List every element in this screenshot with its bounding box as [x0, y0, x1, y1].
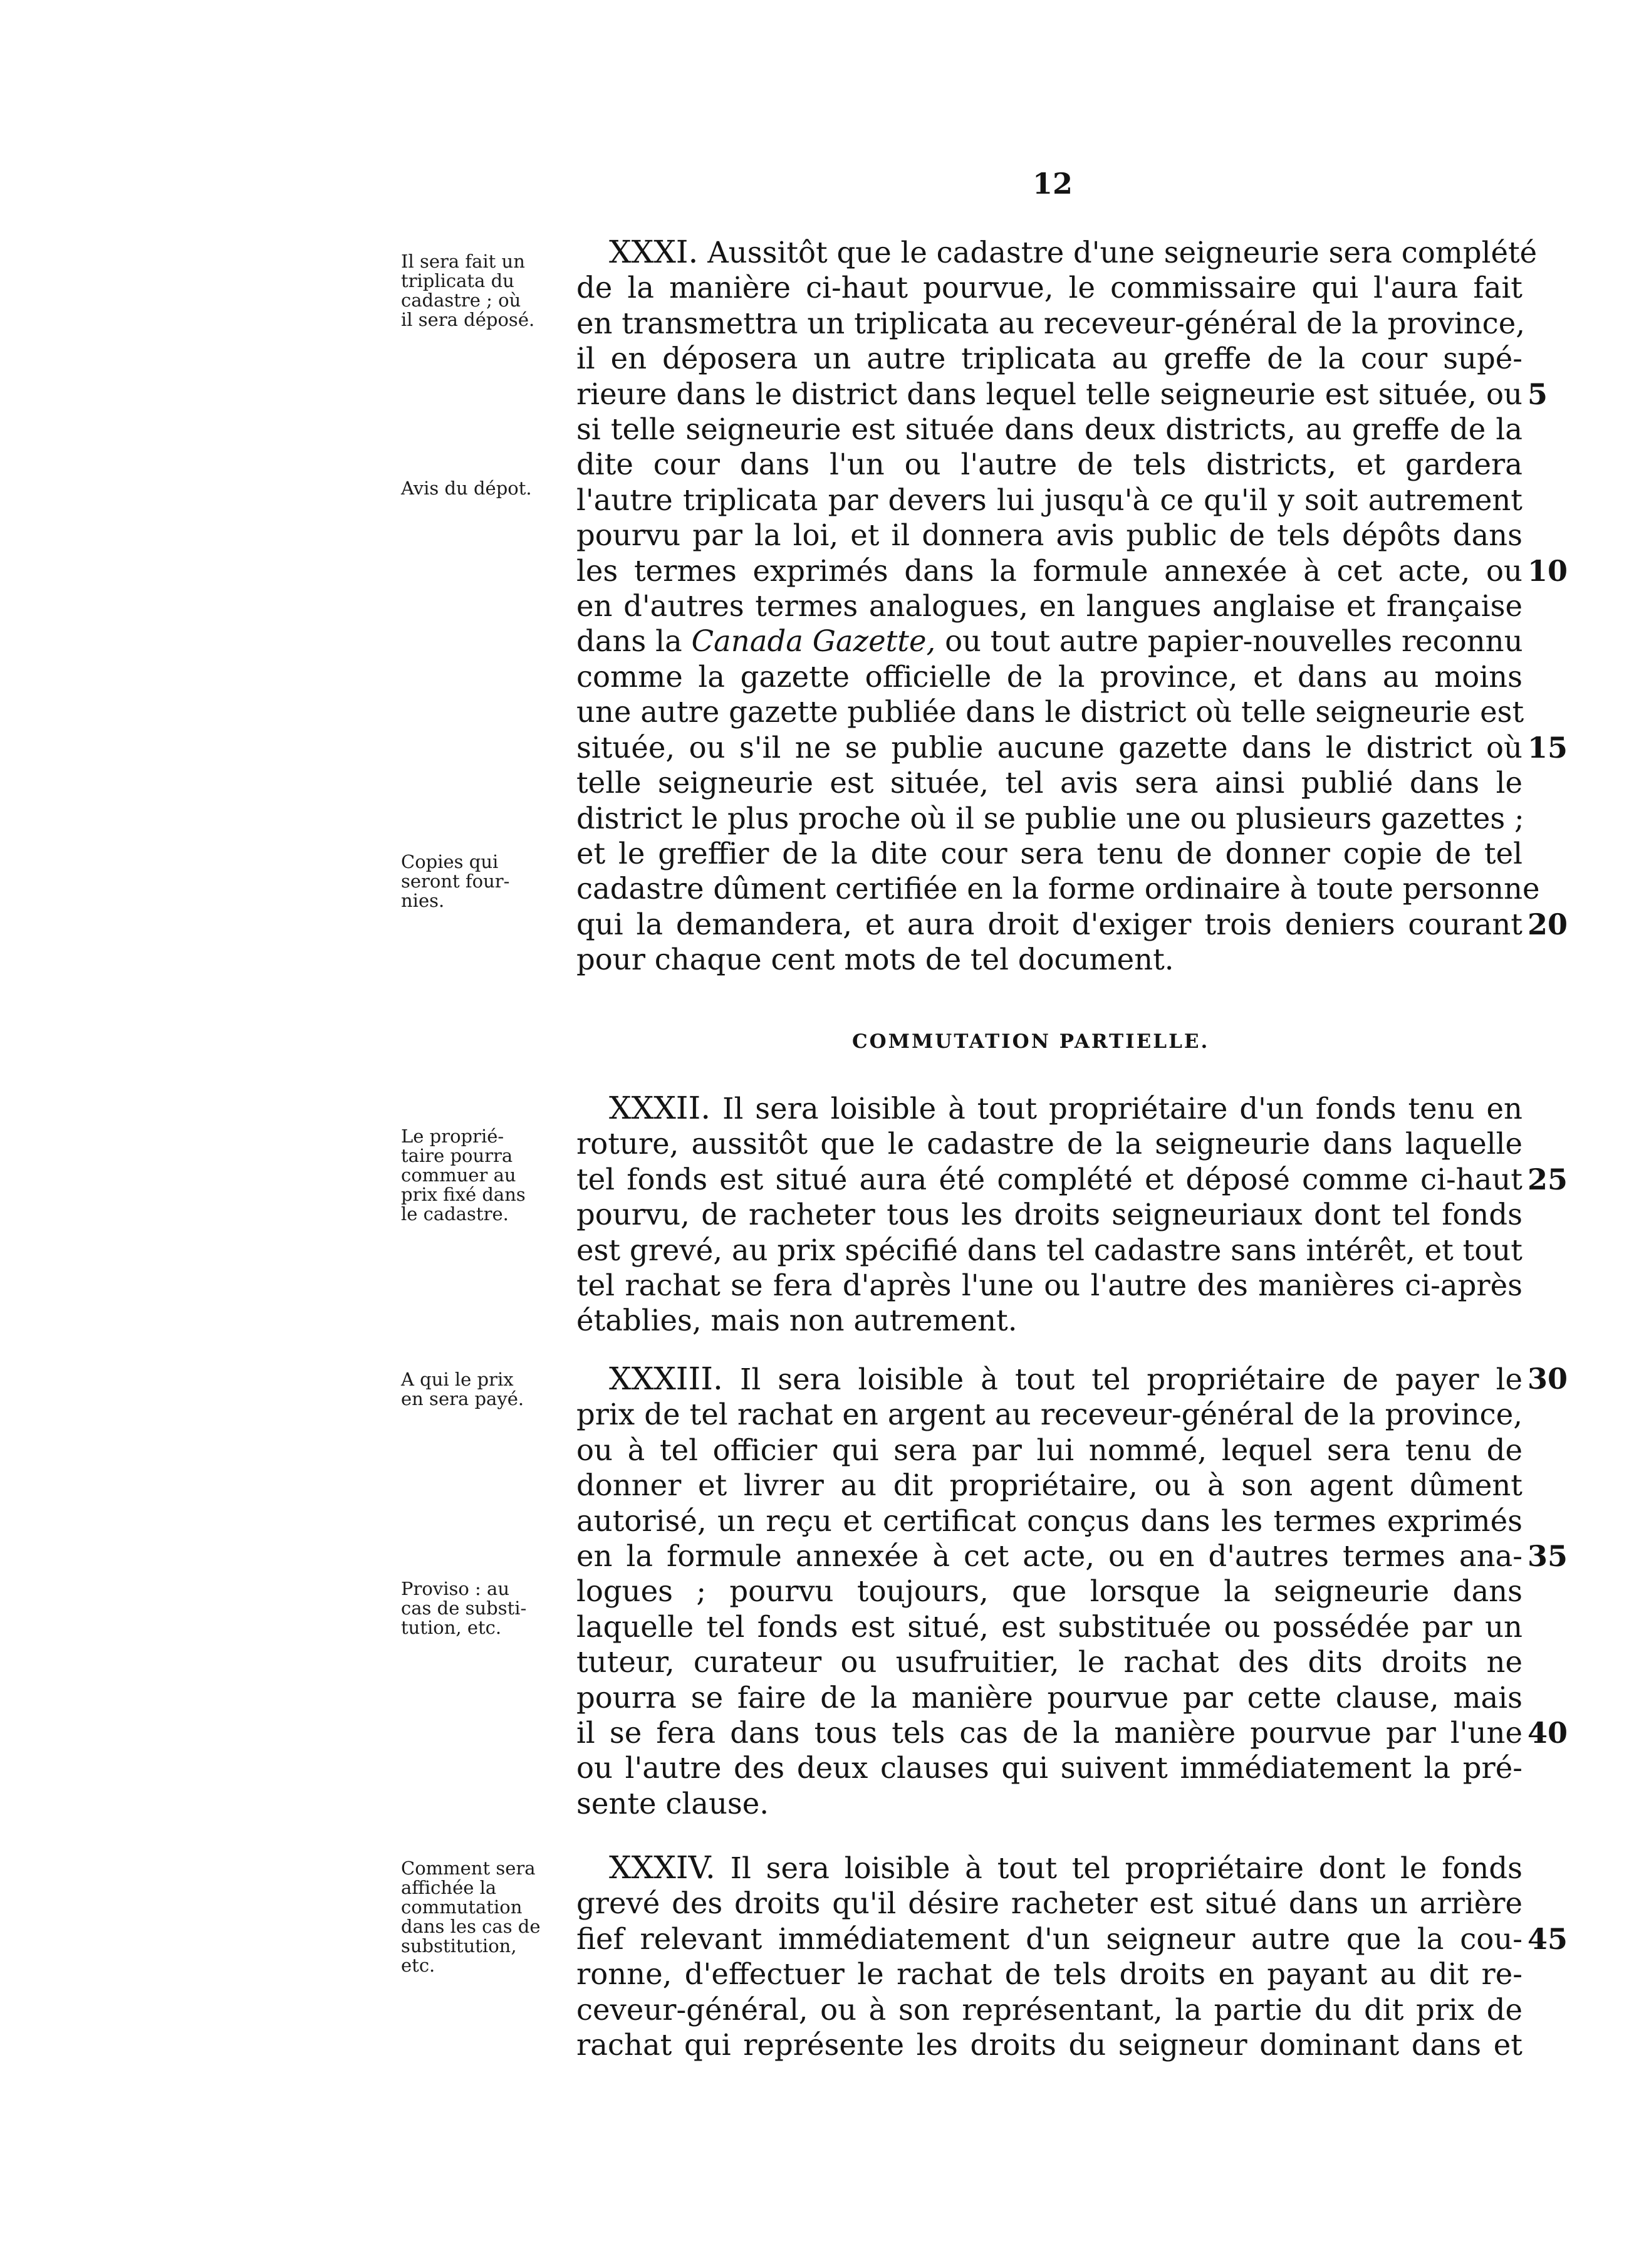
margin-note-a-qui: A qui le prix en sera payé. — [401, 1369, 524, 1409]
text-line: pourra se faire de la manière pourvue par cette clause, mais — [576, 1680, 1522, 1715]
text-line: en d'autres termes analogues, en langues anglaise et française — [576, 589, 1522, 624]
text-line: tel fonds est situé aura été complété et déposé comme ci-haut 25 — [576, 1162, 1568, 1196]
article-number: XXXI. — [609, 234, 699, 270]
margin-note-comment: Comment sera affichée la commutation dans les cas de substitution, etc. — [401, 1858, 541, 1976]
text-line: district le plus proche où il se publie une ou plusieurs gazettes ; — [576, 801, 1524, 835]
text-line: les termes exprimés dans la formule annexée à cet acte, ou 10 — [576, 553, 1568, 588]
text-line: laquelle tel fonds est situé, est substituée ou possédée par un — [576, 1609, 1522, 1644]
text-line: tel rachat se fera d'après l'une ou l'autre des manières ci-après — [576, 1268, 1522, 1303]
margin-note-avis-depot: Avis du dépot. — [401, 478, 532, 499]
margin-note-proviso: Proviso : au cas de substi- tution, etc. — [401, 1578, 527, 1638]
article-number: XXXIV. — [609, 1849, 716, 1886]
text-line: XXXIII. Il sera loisible à tout tel propriétaire de payer le 30 — [609, 1361, 1568, 1397]
line-number: 15 — [1528, 730, 1568, 765]
text-line: en transmettra un triplicata au receveur-général de la province, — [576, 306, 1525, 340]
line-number: 35 — [1528, 1539, 1568, 1574]
text-line: XXXII. Il sera loisible à tout propriétaire d'un fonds tenu en — [609, 1090, 1522, 1126]
page-number: 12 — [1033, 167, 1073, 201]
text-line: et le greffier de la dite cour sera tenu de donner copie de tel — [576, 836, 1522, 870]
text-line: rieure dans le district dans lequel telle seigneurie est située, ou 5 — [576, 377, 1548, 411]
line-number: 30 — [1528, 1362, 1568, 1396]
text-line: XXXIV. Il sera loisible à tout tel propriétaire dont le fonds — [609, 1849, 1523, 1886]
line-number: 5 — [1528, 377, 1548, 411]
line-number: 10 — [1528, 553, 1568, 588]
text-line: établies, mais non autrement. — [576, 1304, 1017, 1338]
text-line: en la formule annexée à cet acte, ou en d'autres termes ana- 35 — [576, 1539, 1568, 1574]
margin-note-proprietaire: Le proprié- taire pourra commuer au prix fixé dans le cadastre. — [401, 1126, 526, 1225]
text-line: ou à tel officier qui sera par lui nommé, lequel sera tenu de — [576, 1433, 1522, 1467]
text-line: il en déposera un autre triplicata au greffe de la cour supé- — [576, 342, 1522, 376]
text-line: autorisé, un reçu et certificat conçus dans les termes exprimés — [576, 1503, 1522, 1538]
text-line: pourvu, de racheter tous les droits seigneuriaux dont tel fonds — [576, 1198, 1522, 1232]
line-number: 25 — [1528, 1162, 1568, 1196]
text-line: telle seigneurie est située, tel avis sera ainsi publié dans le — [576, 766, 1522, 800]
text-line: roture, aussitôt que le cadastre de la seigneurie dans laquelle — [576, 1127, 1522, 1161]
text-line: tuteur, curateur ou usufruitier, le rachat des dits droits ne — [576, 1645, 1522, 1680]
article-number: XXXIII. — [609, 1361, 723, 1397]
text-line: de la manière ci-haut pourvue, le commissaire qui l'aura fait — [576, 271, 1522, 305]
article-xxxii — [576, 1090, 1568, 1339]
text-line: comme la gazette officielle de la province, et dans au moins — [576, 659, 1522, 694]
text-line: sente clause. — [576, 1786, 769, 1821]
text-line: rachat qui représente les droits du seigneur dominant dans et — [576, 2028, 1522, 2062]
margin-note-triplicata: Il sera fait un triplicata du cadastre ; où il sera déposé. — [401, 251, 535, 330]
text-line: donner et livrer au dit propriétaire, ou à son agent dûment — [576, 1468, 1522, 1503]
margin-note-copies: Copies qui seront four- nies. — [401, 851, 510, 911]
text-line: pourvu par la loi, et il donnera avis public de tels dépôts dans — [576, 518, 1522, 553]
text-line: l'autre triplicata par devers lui jusqu'à ce qu'il y soit autrement — [576, 483, 1522, 517]
text-line: dite cour dans l'un ou l'autre de tels districts, et gardera — [576, 447, 1522, 482]
article-xxxiv — [576, 1849, 1568, 2062]
line-number: 20 — [1528, 907, 1568, 941]
article-number: XXXII. — [609, 1090, 711, 1126]
article-xxxi — [576, 234, 1568, 978]
article-xxxiii — [576, 1361, 1568, 1821]
text-line: prix de tel rachat en argent au receveur-général de la province, — [576, 1398, 1522, 1432]
text-line: située, ou s'il ne se publie aucune gazette dans le district où 15 — [576, 730, 1568, 765]
text-line: pour chaque cent mots de tel document. — [576, 943, 1174, 977]
text-line: logues ; pourvu toujours, que lorsque la seigneurie dans — [576, 1574, 1522, 1609]
text-line: si telle seigneurie est située dans deux districts, au greffe de la — [576, 412, 1522, 447]
text-line: ceveur-général, ou à son représentant, la partie du dit prix de — [576, 1992, 1522, 2027]
text-line: cadastre dûment certifiée en la forme ordinaire à toute personne — [576, 872, 1540, 906]
text-line: dans la Canada Gazette, ou tout autre papier-nouvelles reconnu — [576, 624, 1523, 659]
line-number: 45 — [1528, 1921, 1568, 1956]
text-line: ou l'autre des deux clauses qui suivent immédiatement la pré- — [576, 1751, 1522, 1785]
text-line: qui la demandera, et aura droit d'exiger trois deniers courant 20 — [576, 907, 1568, 941]
text-line: grevé des droits qu'il désire racheter est situé dans un arrière — [576, 1886, 1522, 1921]
section-heading: COMMUTATION PARTIELLE. — [852, 1030, 1210, 1053]
gazette-title: Canada Gazette, — [691, 624, 936, 659]
text-line: il se fera dans tous tels cas de la manière pourvue par l'une 40 — [576, 1716, 1568, 1750]
text-line: fief relevant immédiatement d'un seigneur autre que la cou- 45 — [576, 1921, 1568, 1956]
text-line: est grevé, au prix spécifié dans tel cadastre sans intérêt, et tout — [576, 1233, 1522, 1267]
text-line: ronne, d'effectuer le rachat de tels droits en payant au dit re- — [576, 1957, 1522, 1992]
text-line: une autre gazette publiée dans le district où telle seigneurie est — [576, 695, 1524, 729]
text-line: XXXI. Aussitôt que le cadastre d'une seigneurie sera complété — [609, 234, 1538, 270]
line-number: 40 — [1528, 1716, 1568, 1750]
